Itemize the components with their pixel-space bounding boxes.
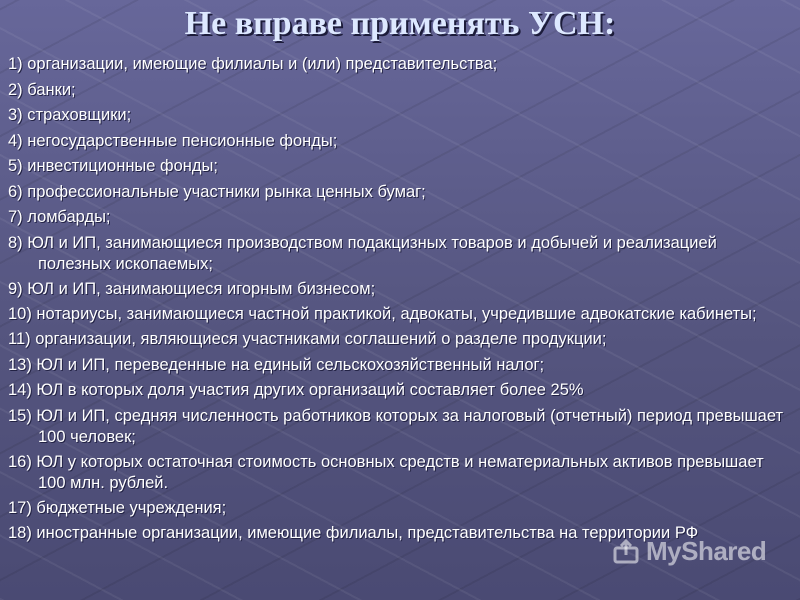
list-item: 17) бюджетные учреждения;	[8, 498, 227, 517]
list-item: 2) банки;	[8, 80, 76, 99]
list-item: 1) организации, имеющие филиалы и (или) представительства;	[8, 55, 498, 73]
list-item: 4) негосударственные пенсионные фонды;	[8, 131, 338, 150]
list-item: 11) организации, являющиеся участниками соглашений о разделе продукции;	[8, 330, 607, 348]
list-item: 15) ЮЛ и ИП, средняя численность работников которых за налоговый (отчетный) период превышает 100 человек;	[8, 406, 784, 446]
restriction-list	[8, 54, 788, 548]
list-item: 3) страховщики;	[8, 106, 132, 124]
list-item: 5) инвестиционные фонды;	[8, 157, 218, 175]
list-item: 8) ЮЛ и ИП, занимающиеся производством подакцизных товаров и добычей и реализацией полезных ископаемых;	[8, 233, 717, 273]
list-item: 9) ЮЛ и ИП, занимающиеся игорным бизнесом;	[8, 279, 376, 298]
slide-title: Не вправе применять УСН:	[184, 5, 616, 42]
watermark-text: MyShared	[646, 536, 767, 566]
list-item: 6) профессиональные участники рынка ценных бумаг;	[8, 182, 426, 201]
list-item: 10) нотариусы, занимающиеся частной практикой, адвокаты, учредившие адвокатские кабинеты;	[8, 305, 757, 323]
watermark	[612, 536, 766, 567]
list-item: 7) ломбарды;	[8, 208, 111, 226]
list-item: 14) ЮЛ в которых доля участия других организаций составляет более 25%	[8, 381, 584, 399]
list-item: 16) ЮЛ у которых остаточная стоимость основных средств и нематериальных активов превышает 100 млн. рублей.	[8, 452, 764, 492]
list-item: 13) ЮЛ и ИП, переведенные на единый сельскохозяйственный налог;	[8, 355, 545, 374]
myshared-logo-icon	[612, 538, 640, 566]
list-item: 18) иностранные организации, имеющие филиалы, представительства на территории РФ	[8, 524, 699, 542]
